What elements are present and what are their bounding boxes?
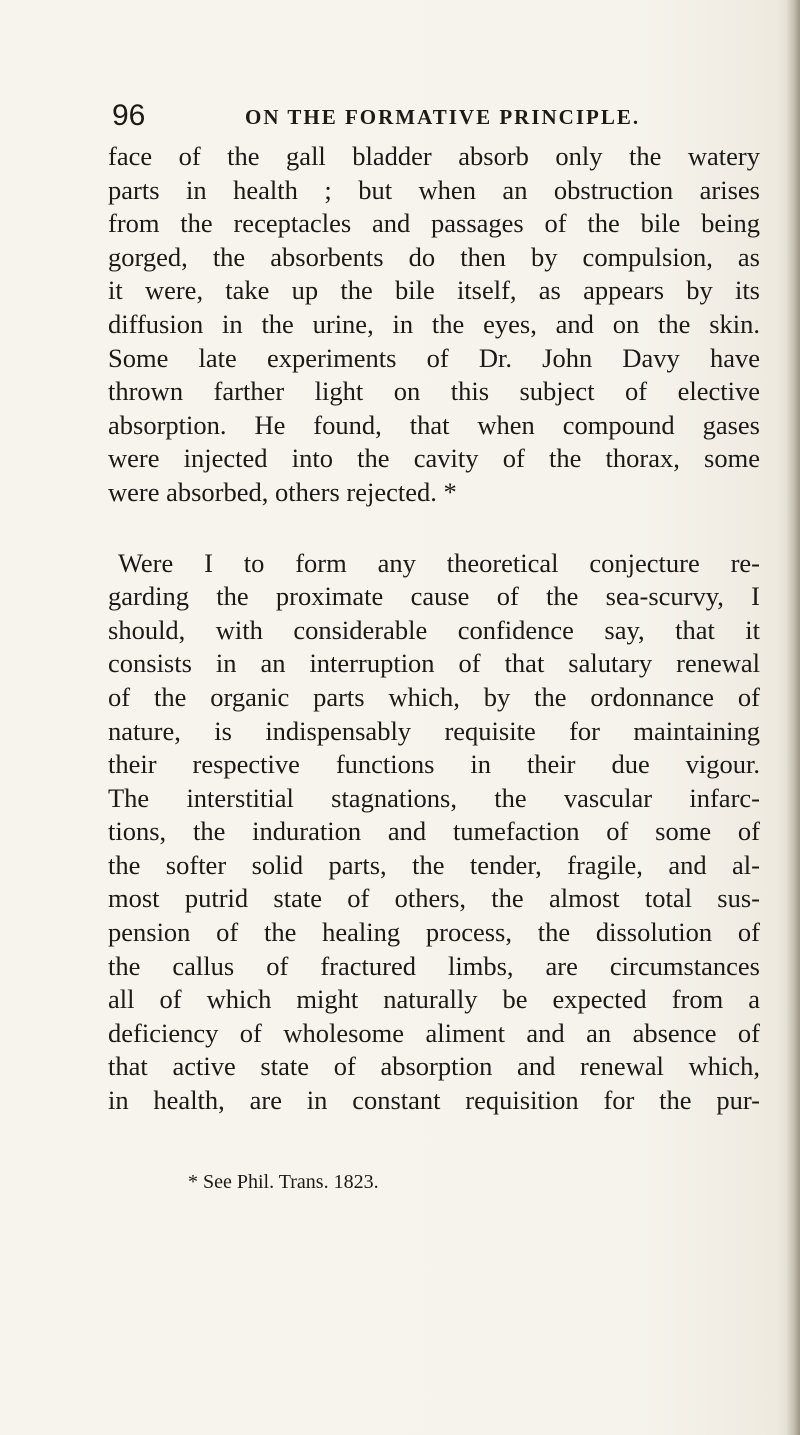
text-line: deficiency of wholesome aliment and an absence of bbox=[108, 1017, 760, 1048]
text-line: pension of the healing process, the dissolution of bbox=[108, 917, 760, 948]
text-line: the softer solid parts, the tender, fragile, and al- bbox=[108, 849, 760, 880]
text-line: Were I to form any theoretical conjecture re- bbox=[118, 547, 760, 578]
text-line: of the organic parts which, by the ordonnance of bbox=[108, 681, 760, 712]
text-line: should, with considerable confidence say, that it bbox=[108, 614, 760, 645]
footnote: * See Phil. Trans. 1823. bbox=[188, 1171, 379, 1193]
page-header bbox=[112, 96, 752, 136]
text-line: face of the gall bladder absorb only the watery bbox=[108, 141, 760, 171]
text-line: in health, are in constant requisition for the pur- bbox=[108, 1085, 760, 1116]
text-line: garding the proximate cause of the sea-scurvy, I bbox=[108, 581, 760, 612]
text-line: most putrid state of others, the almost total sus- bbox=[108, 883, 760, 914]
text-line: thrown farther light on this subject of elective bbox=[108, 376, 760, 407]
page-number: 96 bbox=[112, 99, 146, 132]
text-line: were absorbed, others rejected. * bbox=[108, 476, 457, 507]
text-line: it were, take up the bile itself, as appears by its bbox=[108, 275, 760, 306]
text-line: gorged, the absorbents do then by compulsion, as bbox=[108, 241, 760, 272]
text-line: their respective functions in their due vigour. bbox=[108, 749, 760, 780]
text-line: that active state of absorption and renewal which, bbox=[108, 1051, 760, 1082]
text-line: Some late experiments of Dr. John Davy have bbox=[108, 342, 760, 373]
text-line: the callus of fractured limbs, are circumstances bbox=[108, 950, 760, 981]
paragraph-1 bbox=[108, 140, 760, 510]
text-line: nature, is indispensably requisite for maintaining bbox=[108, 715, 760, 746]
text-line: were injected into the cavity of the thorax, some bbox=[108, 443, 760, 474]
running-head: ON THE FORMATIVE PRINCIPLE. bbox=[245, 105, 641, 129]
page-edge-shadow bbox=[786, 0, 800, 1435]
paragraph-2 bbox=[108, 547, 760, 1118]
text-line: absorption. He found, that when compound gases bbox=[108, 409, 760, 440]
paragraph-gap bbox=[108, 510, 760, 547]
text-line: The interstitial stagnations, the vascular infarc- bbox=[108, 782, 760, 813]
text-line: from the receptacles and passages of the bile being bbox=[108, 208, 760, 239]
text-line: consists in an interruption of that salutary renewal bbox=[108, 648, 760, 679]
text-line: tions, the induration and tumefaction of some of bbox=[108, 816, 760, 847]
body-text bbox=[108, 140, 760, 1118]
text-line: parts in health ; but when an obstruction arises bbox=[108, 174, 760, 205]
text-line: diffusion in the urine, in the eyes, and on the skin. bbox=[108, 308, 760, 339]
text-line: all of which might naturally be expected from a bbox=[108, 984, 760, 1015]
